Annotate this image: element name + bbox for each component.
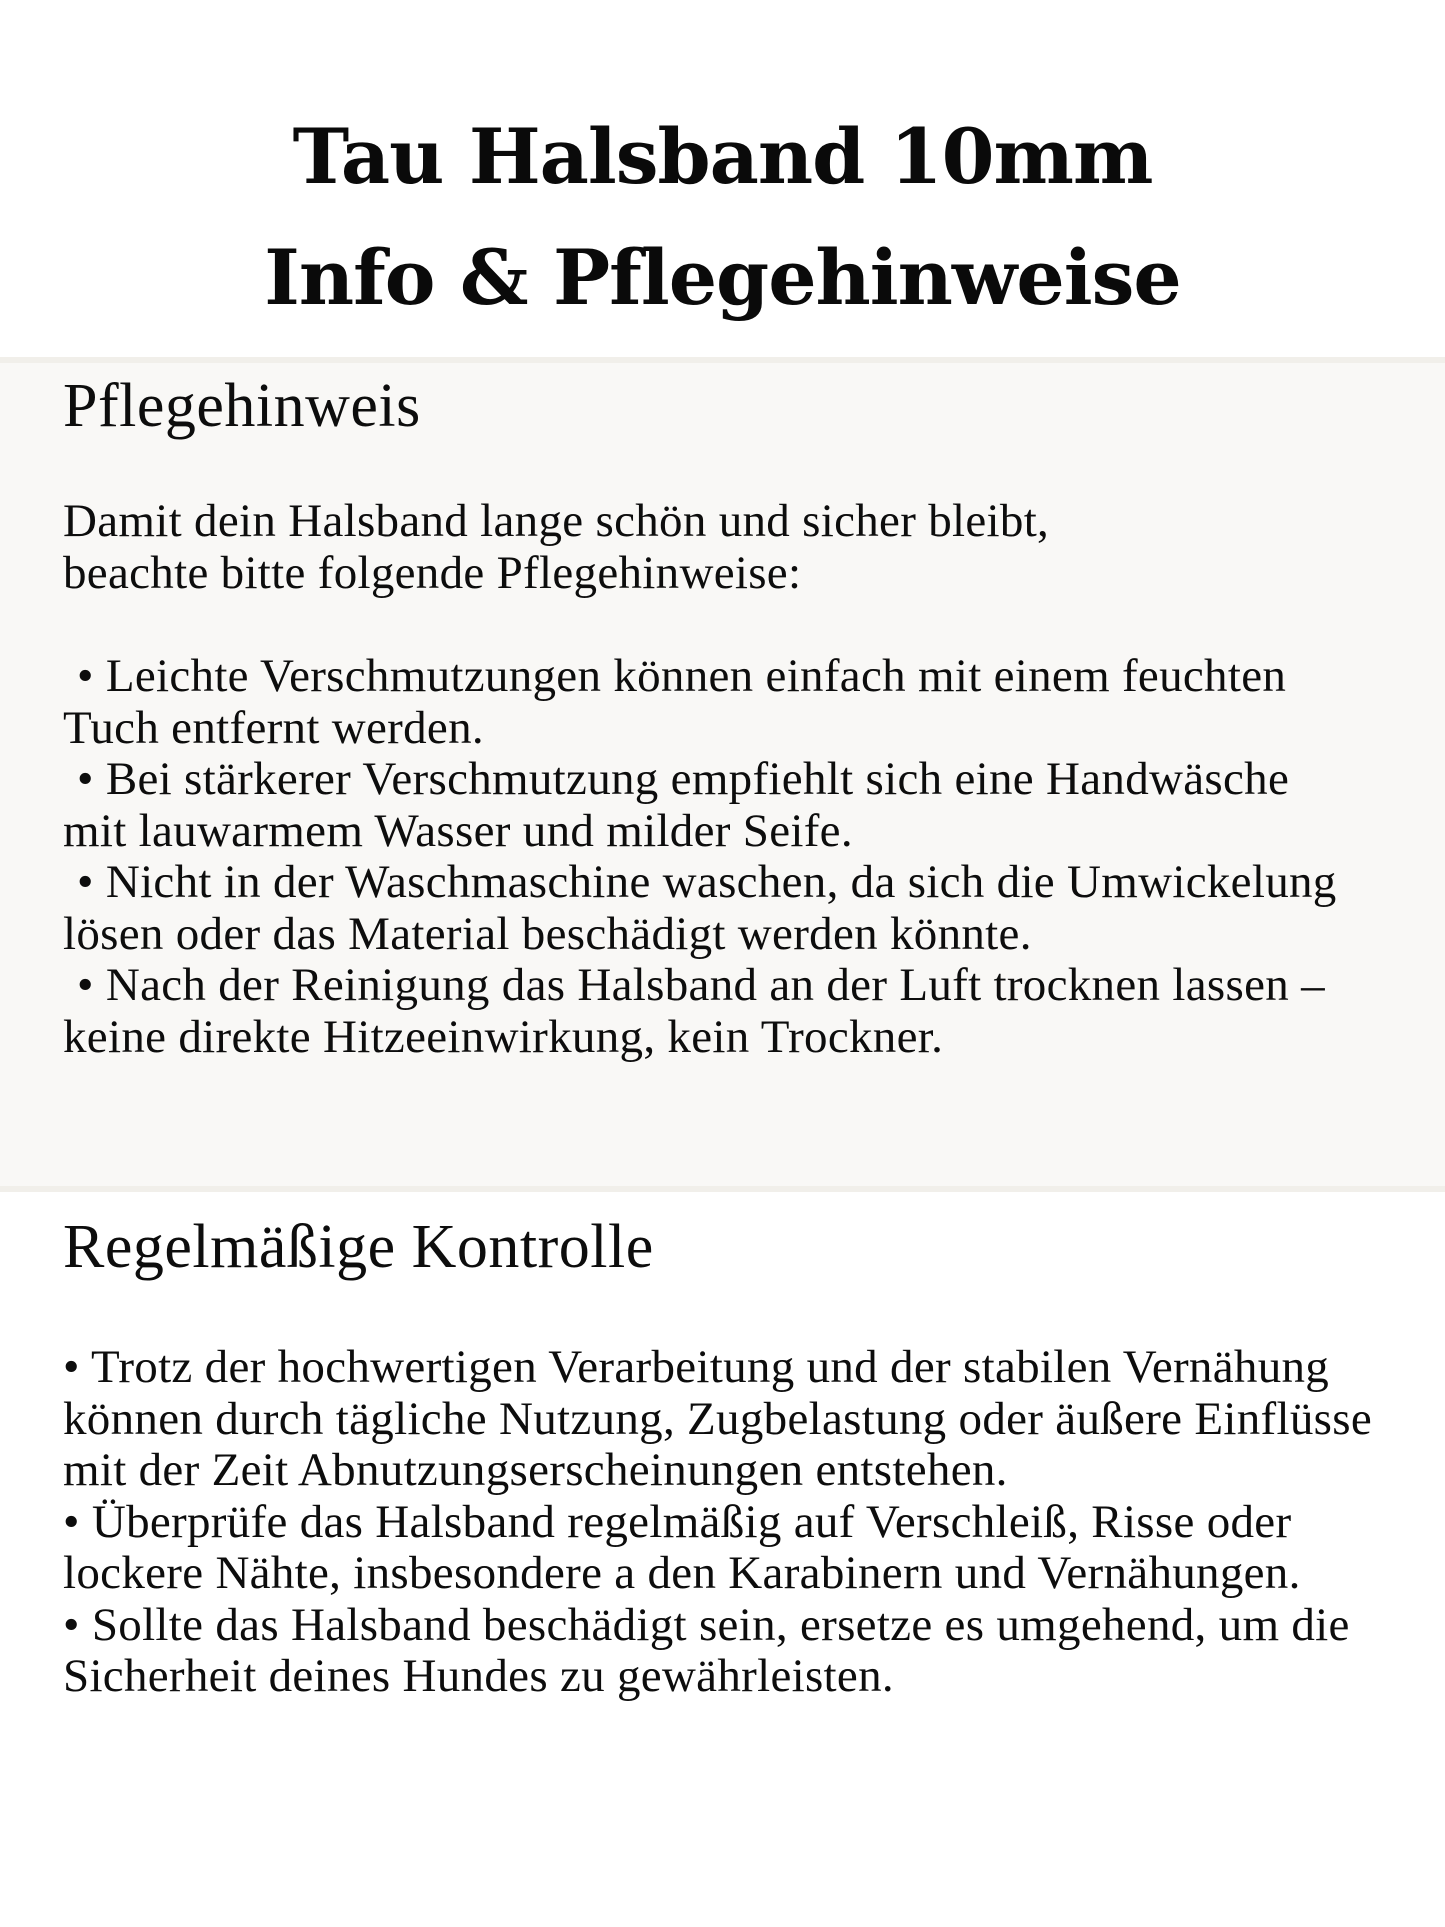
care-instructions-section (0, 363, 1445, 1186)
list-item-text: Überprüfe das Halsband regelmäßig auf Verschleiß, Risse oder lockere Nähte, insbesondere a den Karabinern und Vernähungen. (63, 1495, 1301, 1599)
list-item (63, 1497, 1393, 1600)
care-heading: Pflegehinweis (63, 372, 421, 440)
list-item-text: Sollte das Halsband beschädigt sein, ersetze es umgehend, um die Sicherheit deines Hundes zu gewährleisten. (63, 1598, 1350, 1702)
regular-check-section (0, 1192, 1445, 1927)
bullet-icon: • (63, 1598, 80, 1651)
list-item (63, 754, 1363, 857)
page-header (0, 0, 1445, 357)
bullet-icon: • (77, 753, 94, 805)
list-item (63, 857, 1363, 960)
page-title: Tau Halsband 10mm (292, 112, 1153, 201)
list-item (63, 1342, 1393, 1497)
bullet-icon: • (77, 856, 94, 908)
list-item-text: Nach der Reinigung das Halsband an der Luft trocknen lassen – keine direkte Hitzeeinwirkung, kein Trockner. (63, 959, 1325, 1063)
bullet-icon: • (63, 1341, 80, 1393)
list-item-text: Nicht in der Waschmaschine waschen, da sich die Umwickelung lösen oder das Material beschädigt werden könnte. (63, 856, 1337, 960)
bullet-icon: • (63, 1495, 80, 1548)
control-heading: Regelmäßige Kontrolle (63, 1213, 654, 1281)
control-list (63, 1342, 1393, 1703)
page-subtitle: Info & Pflegehinweise (264, 233, 1181, 322)
care-list (63, 651, 1363, 1063)
care-intro-line: beachte bitte folgende Pflegehinweise: (63, 546, 802, 599)
bullet-icon: • (77, 959, 94, 1011)
care-intro (63, 496, 1403, 599)
list-item-text: Leichte Verschmutzungen können einfach mit einem feuchten Tuch entfernt werden. (63, 650, 1287, 754)
list-item-text: Bei stärkerer Verschmutzung empfiehlt sich eine Handwäsche mit lauwarmem Wasser und milder Seife. (63, 753, 1290, 857)
care-intro-line: Damit dein Halsband lange schön und sicher bleibt, (63, 495, 1050, 547)
list-item (63, 960, 1363, 1063)
list-item (63, 651, 1363, 754)
list-item-text: Trotz der hochwertigen Verarbeitung und der stabilen Vernähung können durch tägliche Nutzung, Zugbelastung oder äußere Einflüsse mit der Zeit Abnutzungserscheinungen entstehen. (63, 1341, 1372, 1496)
list-item (63, 1600, 1393, 1703)
bullet-icon: • (77, 650, 94, 702)
